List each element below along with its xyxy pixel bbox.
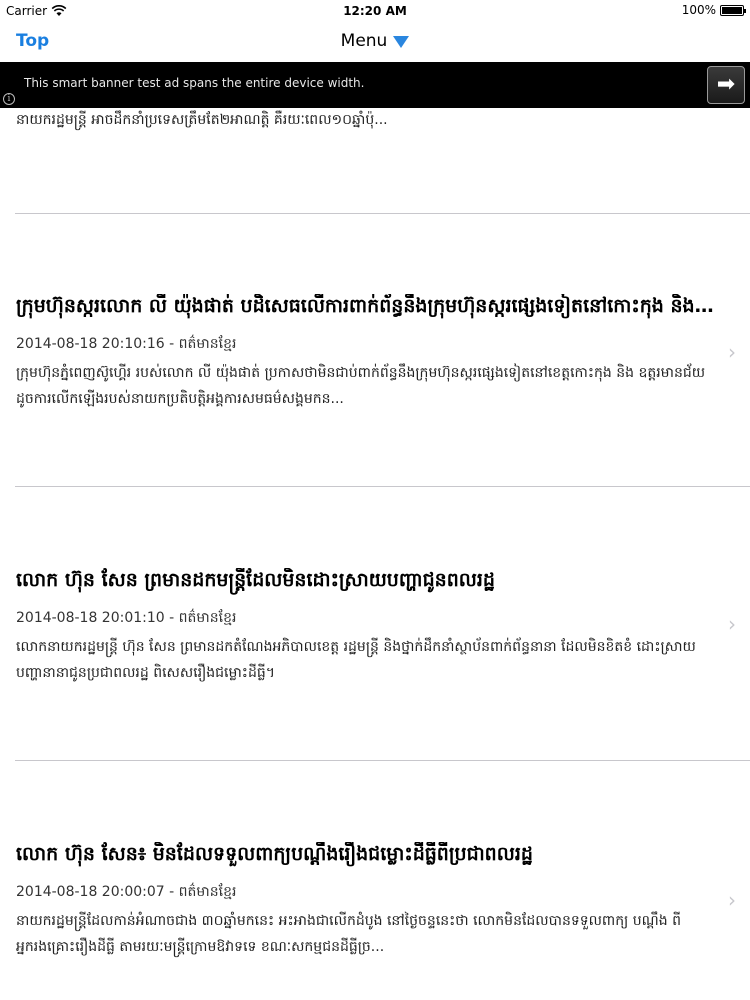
battery-percent: 100% [681,3,716,17]
divider [15,486,750,487]
battery-icon [720,5,744,16]
chevron-right-icon: › [728,340,736,364]
article-summary: នាយករដ្ឋមន្ត្រីដែលកាន់អំណាចជាង ៣០ឆ្នាំមកនេះ អះអាងជាលើកដំបូង នៅថ្ងៃចន្ទនេះថា លោកមិនដែលបានទទួលពាក្យ បណ្ដឹង ពីអ្នករងគ្រោះរឿងដីធ្លី តាមរយៈមន្ត្រីក្រោមឱវាទទេ ខណៈសកម្មជនដីធ្លីច្រ... [16,913,681,955]
article-title: លោក ហ៊ុន សែន ព្រមានដកមន្ត្រីដែលមិនដោះស្រាយបញ្ហាជូនពលរដ្ឋ [16,569,495,591]
article-meta: 2014-08-18 20:10:16 - ពត៌មានខ្មែរ [16,336,237,352]
list-item[interactable] [0,294,750,484]
article-summary: លោកនាយករដ្ឋមន្ត្រី ហ៊ុន សែន ព្រមានដកតំណែងអភិបាលខេត្ត រដ្ឋមន្ត្រី និងថ្នាក់ដឹកនាំស្ថាប័នពាក់ព័ន្ធនានា ដែលមិនខិតខំ ដោះស្រាយបញ្ហានានាជូនប្រជាពលរដ្ឋ ពិសេសរឿងជម្លោះដីធ្លី។ [16,639,696,681]
menu-label: Menu [340,31,388,51]
nav-bar [0,22,750,62]
ad-banner[interactable] [0,62,750,108]
list-item[interactable] [0,842,750,1000]
top-button[interactable]: Top [16,31,50,51]
divider [15,760,750,761]
menu-dropdown-button[interactable] [0,31,750,51]
carrier-label: Carrier [6,4,48,18]
ad-text: This smart banner test ad spans the entire device width. [24,76,365,90]
article-meta: 2014-08-18 20:00:07 - ពត៌មានខ្មែរ [16,884,237,900]
partial-article-summary: នាយករដ្ឋមន្ត្រី អាចដឹកនាំប្រទេសត្រឹមតែ២អាណត្តិ គឺរយៈពេល១០ឆ្នាំប៉ុ... [16,112,388,128]
article-title: លោក ហ៊ុន សែន៖ មិនដែលទទួលពាក្យបណ្ដឹងរឿងជម្លោះដីធ្លីពីប្រជាពលរដ្ឋ [16,843,533,865]
article-summary: ក្រុមហ៊ុនភ្នំពេញស៊ូហ្គើរ របស់លោក លី យ៉ុងផាត់ ប្រកាសថាមិនជាប់ពាក់ព័ន្ធនឹងក្រុមហ៊ុនស្ករផ្សេងទៀតនៅខេត្តកោះកុង និង ឧត្តរមានជ័យ ដូចការលើកឡើងរបស់នាយកប្រតិបត្តិអង្គការសមធម៌សង្គមកន... [16,365,706,407]
chevron-right-icon: › [728,612,736,636]
battery-indicator [682,3,744,17]
divider [15,213,750,214]
article-meta: 2014-08-18 20:01:10 - ពត៌មានខ្មែរ [16,610,237,626]
list-item[interactable] [0,568,750,758]
triangle-down-icon [393,36,409,48]
article-list [0,108,750,1000]
article-title: ក្រុមហ៊ុនស្ករលោក លី យ៉ុងផាត់ បដិសេធលើការពាក់ព័ន្ធនឹងក្រុមហ៊ុនស្ករផ្សេងទៀតនៅកោះកុង និង... [16,295,716,317]
status-bar [0,0,750,22]
info-icon[interactable]: i [3,93,15,105]
clock: 12:20 AM [343,4,407,18]
chevron-right-icon: › [728,888,736,912]
arrow-right-icon[interactable]: ➡ [707,66,745,104]
